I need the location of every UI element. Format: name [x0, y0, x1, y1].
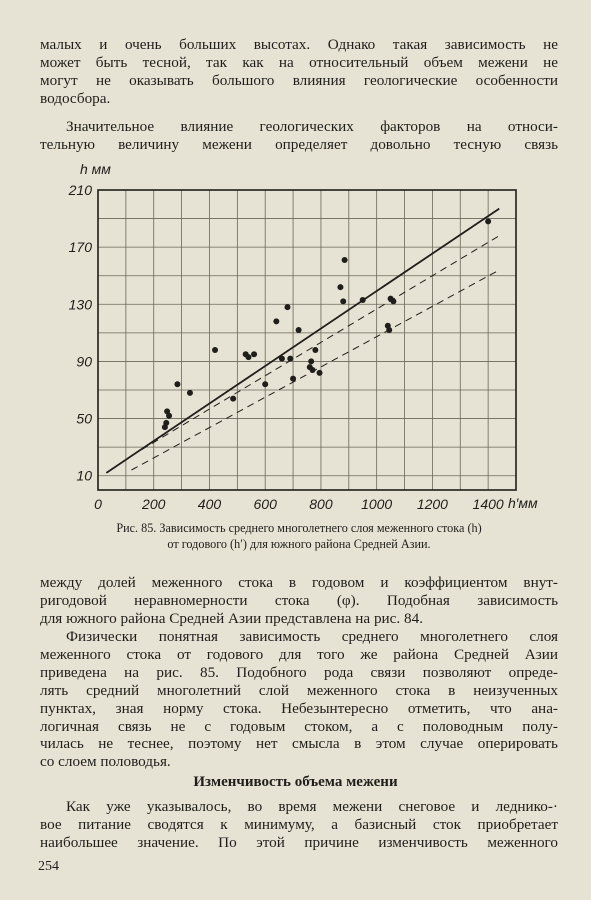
paragraph-4: [40, 628, 558, 771]
x-tick-label: 200: [142, 496, 166, 512]
caption-line: Рис. 85. Зависимость среднего многолетнего слоя меженного стока (h): [116, 521, 482, 535]
data-point: [342, 257, 348, 263]
text-line: приведена на рис. 85. Подобного рода связи позволяют опреде-: [40, 663, 558, 681]
regression-line: [106, 209, 499, 473]
data-point: [386, 327, 392, 333]
text-line: может быть тесной, так как на относительный объем межени не: [40, 53, 558, 71]
text-line: наибольшее значение. По этой причине изменчивость меженного: [40, 833, 558, 851]
x-tick-label: 1200: [416, 496, 448, 512]
text-line: тельную величину межени определяет довольно тесную связь: [40, 135, 558, 153]
chart-grid: [98, 190, 516, 490]
x-tick-labels: [94, 496, 504, 512]
text-line: могут не оказывать большого влияния геологические особенности: [40, 71, 558, 89]
data-point: [312, 347, 318, 353]
text-line: малых и очень больших высотах. Однако такая зависимость не: [40, 36, 558, 53]
text-line: лять средний многолетний слой меженного стока в неизученных: [40, 681, 558, 699]
section-heading: Изменчивость объема межени: [193, 774, 398, 790]
data-point: [251, 351, 257, 357]
data-point: [337, 284, 343, 290]
text-line: ригодовой неравномерности стока (φ). Подобная зависимость: [40, 591, 558, 609]
figure-85-chart: [60, 160, 560, 520]
x-tick-label: 0: [94, 496, 102, 512]
text-line: логичная связь не с годовым стоком, а с половодным полу-: [40, 717, 558, 735]
data-point: [360, 297, 366, 303]
data-point: [174, 381, 180, 387]
y-tick-label: 10: [76, 467, 92, 484]
y-axis-label: h мм: [80, 161, 111, 177]
y-tick-labels: [68, 182, 93, 484]
data-point: [310, 367, 316, 373]
paragraph-1: [40, 36, 558, 108]
y-tick-label: 90: [76, 353, 92, 370]
page-number: 254: [38, 859, 59, 874]
y-tick-label: 50: [76, 410, 92, 427]
data-point: [262, 381, 268, 387]
text-line: для южного района Средней Азии представлена на рис. 84.: [40, 609, 423, 627]
data-point: [284, 304, 290, 310]
figure-caption: [40, 521, 558, 552]
data-point: [290, 376, 296, 382]
paragraph-2: [40, 118, 558, 154]
data-point: [273, 318, 279, 324]
data-point: [212, 347, 218, 353]
text-line: Физически понятная зависимость среднего многолетнего слоя: [66, 628, 558, 645]
data-point: [308, 358, 314, 364]
text-line: меженного стока от годового для того же района Средней Азии: [40, 645, 558, 663]
x-tick-label: 600: [253, 496, 277, 512]
data-point: [485, 218, 491, 224]
text-line: Как уже указывалось, во время межени снеговое и леднико-·: [66, 798, 558, 815]
paragraph-3: [40, 574, 558, 628]
x-tick-label: 1000: [361, 496, 393, 512]
x-axis-label: h′мм: [508, 495, 538, 511]
y-tick-label: 130: [68, 296, 92, 313]
x-tick-label: 400: [197, 496, 222, 512]
text-line: со слоем половодья.: [40, 753, 171, 771]
text-line: водосбора.: [40, 89, 111, 107]
dashed-envelope-line: [131, 236, 499, 456]
data-point: [230, 396, 236, 402]
data-point: [166, 413, 172, 419]
text-line: между долей меженного стока в годовом и коэффициентом внут-: [40, 574, 558, 591]
data-point: [279, 356, 285, 362]
text-line: Значительное влияние геологических факторов на относи-: [66, 118, 558, 135]
y-tick-label: 170: [68, 239, 92, 256]
data-point: [340, 298, 346, 304]
chart-lines: [106, 209, 499, 473]
x-tick-label: 800: [309, 496, 333, 512]
text-line: чилась не теснее, поэтому нет смысла в этом случае оперировать: [40, 735, 558, 753]
caption-line: от годового (h′) для южного района Средней Азии.: [167, 536, 431, 551]
text-line: вое питание сводятся к минимуму, а базисный сток приобретает: [40, 815, 558, 833]
chart-frame: [98, 190, 516, 490]
text-line: пунктах, зная норму стока. Небезынтересно отметить, что ана-: [40, 699, 558, 717]
y-tick-label: 210: [68, 182, 92, 198]
data-point: [287, 356, 293, 362]
data-point: [245, 354, 251, 360]
paragraph-5: [40, 798, 558, 852]
plot-frame: [98, 190, 516, 490]
data-point: [317, 370, 323, 376]
data-point: [187, 390, 193, 396]
data-point: [296, 327, 302, 333]
data-point: [390, 298, 396, 304]
x-tick-label: 1400: [472, 496, 504, 512]
data-point: [163, 420, 169, 426]
